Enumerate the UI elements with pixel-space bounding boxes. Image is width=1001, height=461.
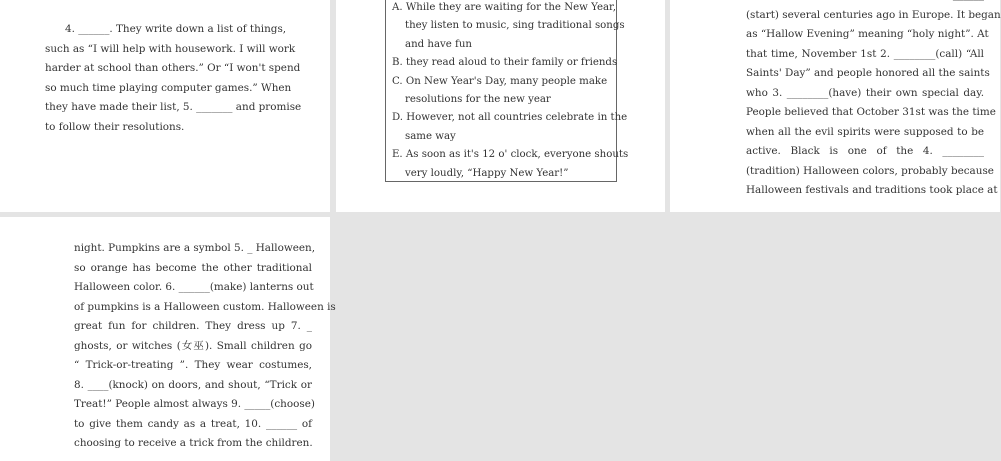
option-line: A. While they are waiting for the New Year,	[392, 2, 617, 13]
option-line: they listen to music, sing traditional songs	[405, 20, 625, 32]
text-line: (start) several centuries ago in Europe. It began	[746, 8, 1001, 21]
option-line: and have fun	[405, 38, 472, 50]
text-line: “ Trick-or-treating ”. They wear costumes,	[74, 359, 312, 371]
text-line: as “Hallow Evening” meaning “holy night”. At	[746, 28, 989, 40]
text-line: night. Pumpkins are a symbol 5. _ Halloween,	[74, 242, 316, 254]
document-page-1	[0, 0, 330, 212]
text-line: of pumpkins is a Halloween custom. Halloween is	[74, 300, 336, 313]
text-line: Treat!” People almost always 9. _____(choose)	[74, 398, 315, 410]
text-line: Saints' Day” and people honored all the saints	[746, 67, 990, 79]
option-line: C. On New Year's Day, many people make	[392, 75, 608, 87]
text-line: harder at school than others.” Or “I won't spend	[45, 62, 301, 74]
text-line: who 3. ________(have) their own special day.	[746, 86, 984, 99]
option-c	[392, 73, 616, 110]
text-line: when all the evil spirits were supposed to be	[746, 125, 984, 138]
passage-text	[45, 20, 302, 137]
text-line: that time, November 1st 2. ________(call) “All	[746, 47, 984, 60]
text-line: 4. ______. They write down a list of things,	[65, 23, 287, 35]
text-line: choosing to receive a trick from the children.	[74, 437, 313, 449]
text-line: to follow their resolutions.	[45, 120, 185, 133]
text-line: (tradition) Halloween colors, probably because	[746, 164, 994, 177]
document-page-4	[0, 217, 336, 461]
document-page-2	[336, 0, 665, 212]
option-line: same way	[405, 130, 456, 142]
text-line: People believed that October 31st was the time	[746, 106, 996, 118]
text-line: Halloween color. 6. ______(make) lanterns out	[74, 281, 314, 293]
option-line: very loudly, “Happy New Year!”	[405, 167, 569, 179]
option-line: B. they read aloud to their family or friends	[392, 57, 618, 69]
text-line: so much time playing computer games.” When	[45, 81, 292, 94]
option-d	[392, 109, 628, 146]
option-e	[392, 146, 629, 183]
text-line: such as “I will help with housework. I will work	[45, 42, 296, 55]
passage-text	[74, 239, 336, 454]
text-line: to give them candy as a treat, 10. ______ of	[74, 417, 312, 430]
document-page-3	[670, 0, 1000, 212]
passage-text	[746, 0, 1001, 201]
text-line: great fun for children. They dress up 7. _	[74, 320, 312, 332]
text-line: active. Black is one of the 4. ________	[746, 145, 984, 157]
options-box	[385, 0, 629, 182]
option-line: D. However, not all countries celebrate in the	[392, 112, 628, 124]
option-b	[392, 54, 616, 72]
option-a	[392, 0, 625, 54]
section-heading-line	[670, 0, 984, 6]
text-line: so orange has become the other traditional	[74, 261, 312, 274]
text-line: Halloween festivals and traditions took place at	[746, 184, 998, 196]
text-line: 8. ____(knock) on doors, and shout, “Trick or	[74, 378, 312, 391]
text-line: ghosts, or witches (女巫). Small children go	[74, 339, 312, 352]
option-line: E. As soon as it's 12 o' clock, everyone shouts	[392, 149, 629, 161]
option-line: resolutions for the new year	[405, 94, 551, 106]
text-line: they have made their list, 5. _______ and promise	[45, 101, 302, 113]
